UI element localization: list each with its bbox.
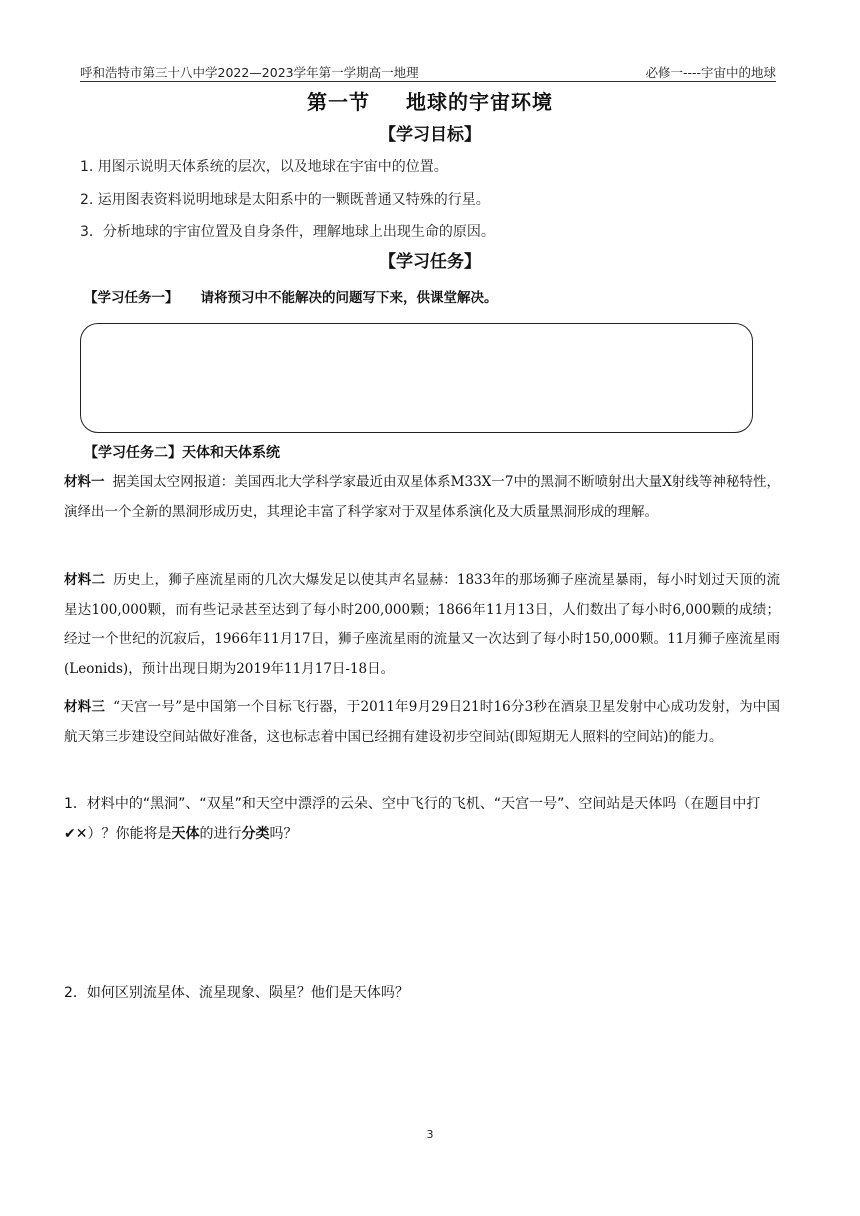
material-1 [64,468,780,527]
material-3 [64,693,780,752]
header-right-text: 必修一----宇宙中的地球 [645,65,776,80]
objective-item-3: 3．分析地球的宇宙位置及自身条件，理解地球上出现生命的原因。 [80,224,495,240]
objectives-heading: 【学习目标】 [379,125,481,145]
objective-item-2: 2. 运用图表资料说明地球是太阳系中的一颗既普通又特殊的行星。 [80,192,490,208]
task2-title: 【学习任务二】天体和天体系统 [84,445,280,461]
page-title [0,86,860,115]
check-cross-marks: ✔✕ [64,825,88,842]
question-1 [64,790,780,849]
header-divider [80,81,776,82]
material-1-text: 据美国太空网报道：美国西北大学科学家最近由双星体系M33X一7中的黑洞不断喷射出大量X射线等神秘特性，演绎出一个全新的黑洞形成历史，其理论丰富了科学家对于双星体系演化及大质量黑洞形成的理解。 [64,474,781,520]
material-3-text: “天宫一号”是中国第一个目标飞行器，于2011年9月29日21时16分3秒在酒泉卫星发射中心成功发射，为中国航天第三步建设空间站做好准备，这也标志着中国已经拥有建设初步空间站(即短期无人照料的空间站)的能力。 [64,699,780,745]
material-3-label: 材料三 [64,699,106,715]
task1-label: 【学习任务一】 [84,290,179,306]
material-2 [64,566,780,684]
tasks-heading: 【学习任务】 [379,252,481,272]
material-1-label: 材料一 [64,474,105,490]
task1-line [84,286,498,306]
question-2: 2．如何区别流星体、流星现象、陨星？他们是天体吗？ [64,985,409,1001]
question-1-text-a: 1．材料中的“黑洞”、“双星”和天空中漂浮的云朵、空中飞行的飞机、“天宫一号”、空间站是天体吗（在题目中打 [64,796,761,812]
question-1-text-c: 的进行 [199,825,242,842]
answer-box[interactable] [80,323,753,433]
question-1-bold-classify: 分类 [241,825,270,842]
question-1-text-d: 吗？ [269,825,298,842]
title-section: 第一节 [307,90,370,114]
question-1-text-b: ）？你能将是 [87,825,172,842]
objective-item-1: 1. 用图示说明天体系统的层次，以及地球在宇宙中的位置。 [80,159,448,175]
material-2-label: 材料二 [64,572,106,588]
page-number: 3 [426,1128,434,1141]
question-1-bold-celestial: 天体 [171,825,200,842]
title-name: 地球的宇宙环境 [406,90,553,114]
material-2-text: 历史上，狮子座流星雨的几次大爆发足以使其声名显赫：1833年的那场狮子座流星暴雨，每小时划过天顶的流星达100,000颗，而有些记录甚至达到了每小时200,000颗；1866年11月13日，人们数出了每小时6,000颗的成绩；经过一个世纪的沉寂后，1966年11月17日，狮子座流星雨的流量又一次达到了每小时150,000颗。11月狮子座流星雨(Leonids)，预计出现日期为2019年11月17日-18日。 [64,572,781,677]
task1-text: 请将预习中不能解决的问题写下来，供课堂解决。 [200,290,498,306]
header-left-text: 呼和浩特市第三十八中学2022—2023学年第一学期高一地理 [80,65,419,80]
